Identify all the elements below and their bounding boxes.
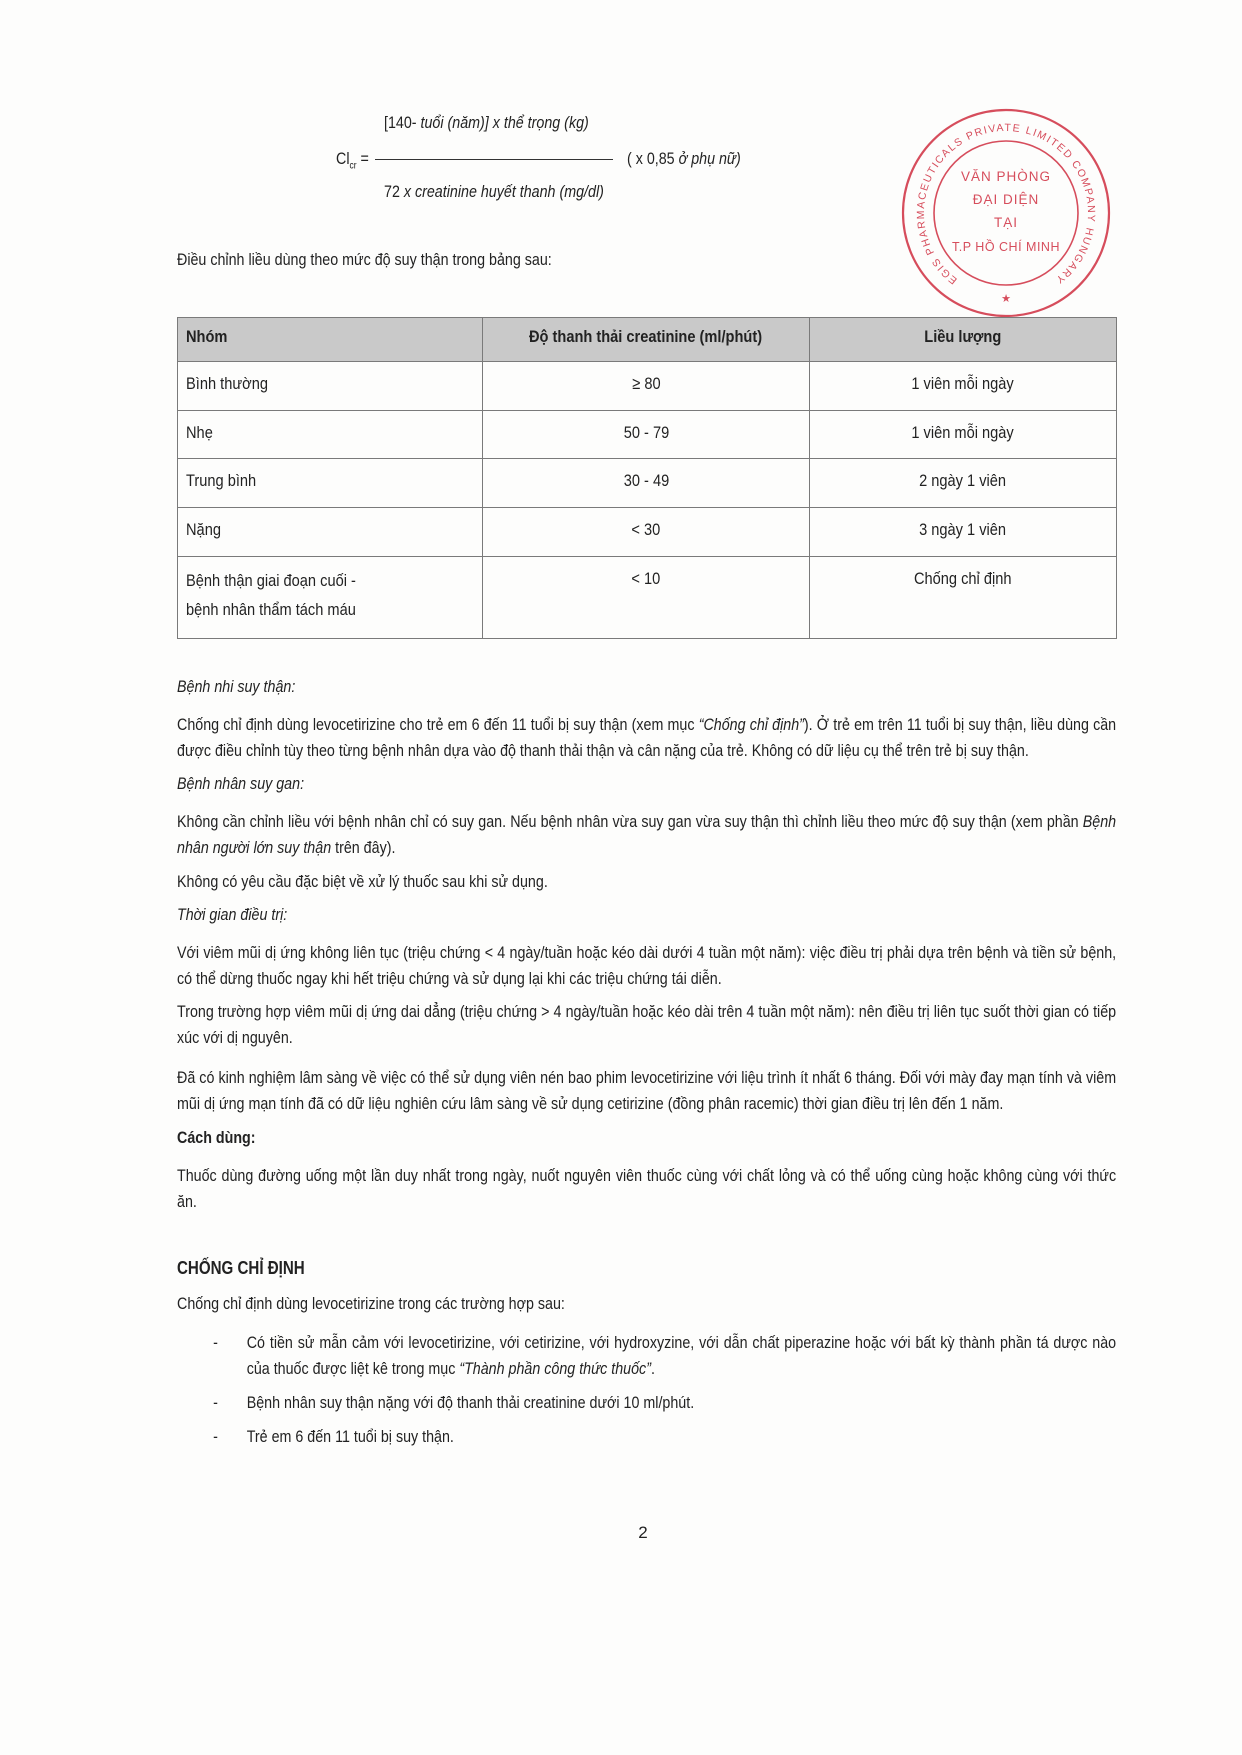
table-row xyxy=(178,362,1117,411)
cell-group-text: Nặng xyxy=(186,520,221,539)
formula-numerator xyxy=(384,110,589,136)
stamp-inner-ring xyxy=(934,141,1078,285)
list-item-text-a: Bệnh nhân suy thận nặng với độ thanh thải creatinine dưới 10 ml/phút. xyxy=(246,1393,695,1412)
cell-group xyxy=(178,557,483,639)
cell-dose-text: 3 ngày 1 viên xyxy=(919,520,1007,539)
list-item-reference: “Thành phần công thức thuốc” xyxy=(459,1359,651,1378)
handling-paragraph: Không có yêu cầu đặc biệt về xử lý thuốc sau khi sử dụng. xyxy=(177,872,548,891)
hepatic-reference: Bệnh nhân người lớn suy thận xyxy=(177,812,1117,857)
cell-dose-text: 1 viên mỗi ngày xyxy=(911,423,1015,442)
formula-factor-italic: ở phụ nữ) xyxy=(678,149,741,168)
hepatic-heading: Bệnh nhân suy gan: xyxy=(177,774,305,793)
cell-clearance xyxy=(483,508,810,557)
cell-dose xyxy=(810,459,1117,508)
stamp-line-4: T.P HỒ CHÍ MINH xyxy=(952,240,1060,254)
cell-group xyxy=(178,459,483,508)
cell-clearance xyxy=(483,411,810,459)
hepatic-text-b: trên đây). xyxy=(331,838,396,857)
list-item xyxy=(177,1330,1116,1382)
hepatic-paragraph xyxy=(177,809,1116,861)
administration-heading: Cách dùng: xyxy=(177,1128,256,1147)
cell-dose xyxy=(810,362,1117,411)
cell-group xyxy=(178,411,483,459)
formula-lhs xyxy=(336,146,369,172)
formula-cl: Cl xyxy=(336,149,350,168)
cell-dose xyxy=(810,411,1117,459)
list-item xyxy=(177,1390,1116,1416)
dose-adjustment-intro: Điều chỉnh liều dùng theo mức độ suy thận trong bảng sau: xyxy=(177,250,552,269)
renal-children-heading: Bệnh nhi suy thận: xyxy=(177,677,296,696)
hepatic-text-a: Không cần chỉnh liều với bệnh nhân chỉ có suy gan. Nếu bệnh nhân vừa suy gan vừa suy thận thì chỉnh liều theo mức độ suy thận (xem phần xyxy=(177,812,1083,831)
cell-clearance-text: < 10 xyxy=(631,569,661,588)
cell-clearance xyxy=(483,557,810,639)
renal-children-text-b: ). Ở trẻ em trên 11 tuổi bị suy thận, liều dùng cần được điều chỉnh tùy theo từng bệnh nhân dựa vào độ thanh thải thận và cân nặng của trẻ. Không có dữ liệu cụ thể trên trẻ bị suy thận. xyxy=(177,715,1117,760)
list-item-text-a: Có tiền sử mẫn cảm với levocetirizine, với cetirizine, với hydroxyzine, với dẫn chất piperazine hoặc với bất kỳ thành phần tá dược nào của thuốc được liệt kê trong mục xyxy=(246,1333,1117,1378)
formula-numerator-prefix: [140- xyxy=(384,113,421,132)
cell-clearance xyxy=(483,459,810,508)
administration-paragraph: Thuốc dùng đường uống một lần duy nhất trong ngày, nuốt nguyên viên thuốc cùng với chất lỏng và có thể uống cùng hoặc không cùng với thức ăn. xyxy=(177,1166,1117,1211)
fraction-bar xyxy=(375,159,613,160)
cell-group xyxy=(178,508,483,557)
cell-clearance-text: 50 - 79 xyxy=(623,423,669,442)
page-number: 2 xyxy=(638,1523,648,1542)
cell-group-text: Bệnh thận giai đoạn cuối - xyxy=(186,571,356,590)
contraindications-list xyxy=(177,1330,1116,1450)
stamp-line-3: TẠI xyxy=(993,215,1019,230)
formula-denominator-italic: x creatinine huyết thanh (mg/dl) xyxy=(403,182,604,201)
stamp-ring-textpath: EGIS PHARMACEUTICALS PRIVATE LIMITED COMPANY HUNGARY xyxy=(914,121,1098,287)
cell-group-text: Trung bình xyxy=(186,471,257,490)
header-group xyxy=(178,318,483,362)
table-row xyxy=(178,557,1117,639)
table-row xyxy=(178,508,1117,557)
formula-denominator-prefix: 72 xyxy=(384,182,404,201)
duration-paragraph-2: Trong trường hợp viêm mũi dị ứng dai dẳng (triệu chứng > 4 ngày/tuần hoặc kéo dài trên 4 tuần một năm): nên điều trị liên tục suốt thời gian có tiếp xúc với dị nguyên. xyxy=(177,1002,1117,1047)
cell-group-text: Bình thường xyxy=(186,374,268,393)
header-dose xyxy=(810,318,1117,362)
document-body xyxy=(177,674,1116,1458)
renal-children-reference: “Chống chỉ định” xyxy=(698,715,804,734)
cell-clearance xyxy=(483,362,810,411)
duration-heading: Thời gian điều trị: xyxy=(177,905,288,924)
header-clearance-label: Độ thanh thải creatinine (ml/phút) xyxy=(529,327,763,346)
cell-dose-text: Chống chỉ định xyxy=(914,569,1012,588)
cell-group-text-line-2: bệnh nhân thẩm tách máu xyxy=(186,600,356,619)
cell-dose-text: 1 viên mỗi ngày xyxy=(911,374,1015,393)
cell-group-text: Nhẹ xyxy=(186,423,213,442)
stamp-line-2: ĐẠI DIỆN xyxy=(972,192,1040,207)
renal-dose-table xyxy=(177,317,1117,639)
bullet-dash: - xyxy=(213,1393,218,1412)
list-item-text-a: Trẻ em 6 đến 11 tuổi bị suy thận. xyxy=(246,1427,454,1446)
company-stamp xyxy=(901,108,1111,318)
bullet-dash: - xyxy=(213,1427,218,1446)
cell-clearance-text: ≥ 80 xyxy=(631,374,661,393)
header-clearance xyxy=(483,318,810,362)
stamp-line-1: VĂN PHÒNG xyxy=(960,169,1052,184)
renal-children-text-a: Chống chỉ định dùng levocetirizine cho trẻ em 6 đến 11 tuổi bị suy thận (xem mục xyxy=(177,715,699,734)
list-item-text-b: . xyxy=(650,1359,655,1378)
renal-children-paragraph xyxy=(177,712,1116,764)
cell-dose-text: 2 ngày 1 viên xyxy=(919,471,1007,490)
contraindications-heading: CHỐNG CHỈ ĐỊNH xyxy=(177,1258,305,1278)
cell-dose xyxy=(810,557,1117,639)
header-dose-label: Liều lượng xyxy=(924,327,1002,346)
formula-equals: = xyxy=(356,149,369,168)
cell-clearance-text: 30 - 49 xyxy=(623,471,669,490)
list-item xyxy=(177,1424,1116,1450)
duration-paragraph-1: Với viêm mũi dị ứng không liên tục (triệu chứng < 4 ngày/tuần hoặc kéo dài dưới 4 tuần một năm): việc điều trị phải dựa trên bệnh và tiền sử bệnh, có thể dừng thuốc ngay khi hết triệu chứng và sử dụng lại khi các triệu chứng tái diễn. xyxy=(177,943,1117,988)
formula-cl-subscript: cr xyxy=(349,160,357,172)
formula-denominator xyxy=(384,179,604,205)
table-row xyxy=(178,411,1117,459)
header-group-label: Nhóm xyxy=(186,327,228,346)
cell-dose xyxy=(810,508,1117,557)
table-row xyxy=(178,459,1117,508)
table-header-row xyxy=(178,318,1117,362)
cell-clearance-text: < 30 xyxy=(631,520,661,539)
formula-female-factor xyxy=(627,146,741,172)
stamp-star-icon: ★ xyxy=(1001,292,1011,305)
formula-factor-prefix: ( x 0,85 xyxy=(627,149,679,168)
formula-numerator-italic: tuổi (năm)] x thể trọng (kg) xyxy=(420,113,589,132)
contraindications-intro: Chống chỉ định dùng levocetirizine trong các trường hợp sau: xyxy=(177,1294,565,1313)
duration-paragraph-3: Đã có kinh nghiệm lâm sàng về việc có thể sử dụng viên nén bao phim levocetirizine với liệu trình ít nhất 6 tháng. Đối với mày đay mạn tính và viêm mũi dị ứng mạn tính đã có dữ liệu nghiên cứu lâm sàng về sử dụng cetirizine (đồng phân racemic) thời gian điều trị lên đến 1 năm. xyxy=(177,1068,1117,1113)
cell-group xyxy=(178,362,483,411)
bullet-dash: - xyxy=(213,1333,218,1352)
